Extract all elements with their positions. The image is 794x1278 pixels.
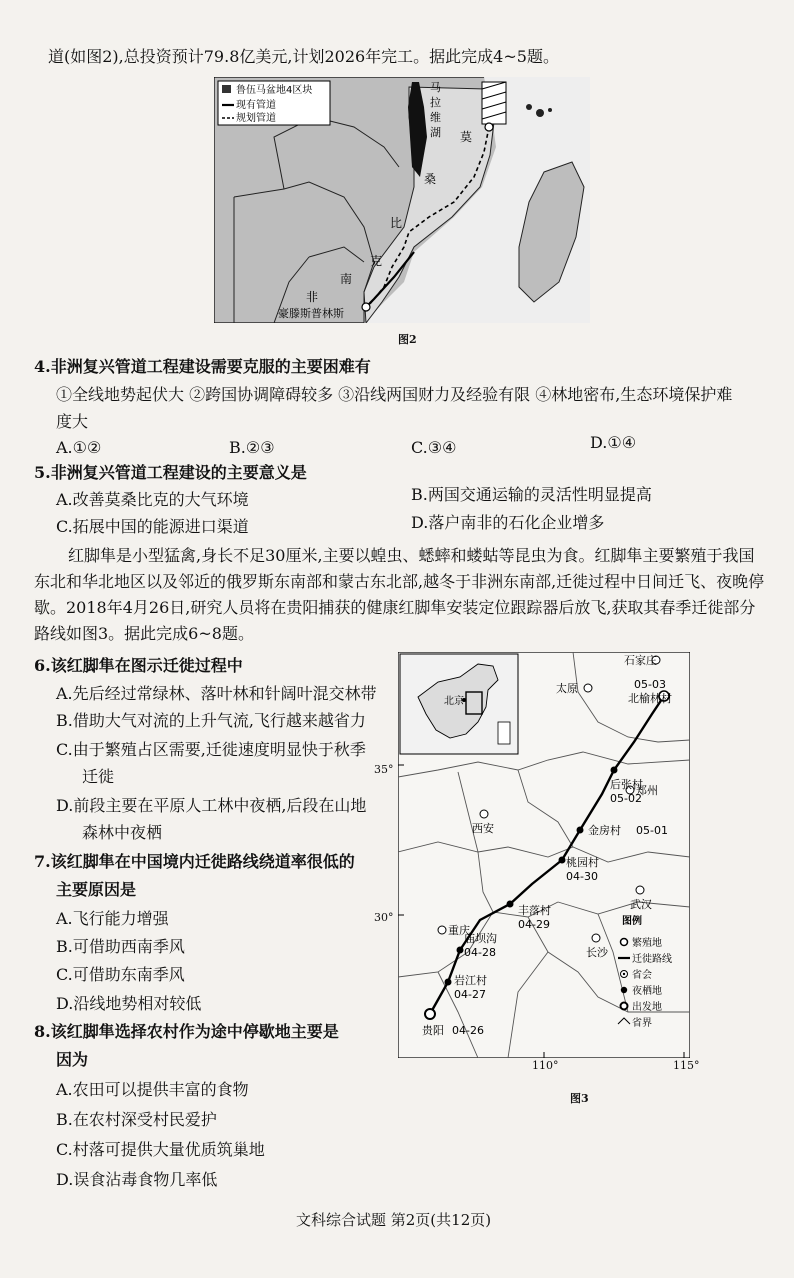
figure-3-caption: 图3 [570,1092,589,1105]
fig3-legend-breeding: 繁殖地 [632,938,662,949]
q6-option-c-cont: 迁徙 [82,767,115,786]
q7-option-d[interactable]: D.沿线地势相对较低 [56,994,202,1013]
fig3-stop-date-6: 05-02 [610,792,642,805]
fig3-stop-name-3: 丰落村 [518,904,551,917]
fig3-legend-title: 图例 [622,916,642,927]
q6-option-d[interactable]: D.前段主要在平原人工林中夜栖,后段在山地 [56,796,367,815]
q7-stem-cont: 主要原因是 [56,880,137,899]
fig2-label-ke: 克 [370,254,383,268]
q4-option-d[interactable]: D.①④ [590,433,637,452]
fig3-stop-name-6: 后张村 [610,778,643,791]
fig3-lon-115: 115° [673,1059,700,1072]
q5-option-c[interactable]: C.拓展中国的能源进口渠道 [56,517,249,536]
figure-2-map [214,77,590,323]
q7-stem: 7.该红脚隼在中国境内迁徙路线绕道率很低的 [34,852,355,871]
q4-line1: ①全线地势起伏大 ②跨国协调障碍较多 ③沿线两国财力及经验有限 ④林地密布,生态环境保护难 [56,385,733,404]
fig3-city-chongqing: 重庆 [448,924,470,937]
fig2-legend-planned: 规划管道 [236,113,276,124]
fig3-stop-date-3: 04-29 [518,918,550,931]
q5-option-a[interactable]: A.改善莫桑比克的大气环境 [56,490,249,509]
fig2-label-sang: 桑 [424,172,437,186]
q7-option-a[interactable]: A.飞行能力增强 [56,909,169,928]
fig3-lat-30: 30° [374,911,394,924]
fig3-stop-name-1: 岩江村 [454,974,487,987]
q6-option-a[interactable]: A.先后经过常绿林、落叶林和针阔叶混交林带 [56,684,377,703]
figure-2-caption: 图2 [398,333,417,346]
passage-line-1: 红脚隼是小型猛禽,身长不足30厘米,主要以蝗虫、蟋蟀和蝼蛄等昆虫为食。红脚隼主要繁殖于我国 [68,546,755,565]
q4-option-a[interactable]: A.①② [56,438,102,457]
fig3-stop-name-2: 庙坝沟 [464,932,497,945]
q5-option-d[interactable]: D.落户南非的石化企业增多 [411,513,605,532]
page-footer: 文科综合试题 第2页(共12页) [296,1211,492,1229]
fig3-stop-name-5: 金房村 [588,824,621,837]
fig3-legend-start: 出发地 [632,1002,662,1013]
fig3-inset-beijing: 北京 [444,696,464,707]
q6-option-d-cont: 森林中夜栖 [82,823,163,842]
fig3-legend-border: 省界 [632,1018,652,1029]
figure-3-map [398,652,690,1058]
q7-option-b[interactable]: B.可借助西南季风 [56,937,185,956]
fig3-stop-date-5: 05-01 [636,824,668,837]
fig2-label-fei: 非 [306,290,319,304]
fig2-label-city: 豪滕斯普林斯 [278,307,344,320]
fig3-legend-capital: 省会 [632,970,652,981]
fig3-lat-35: 35° [374,763,394,776]
q4-line2: 度大 [56,412,89,431]
fig3-legend-route: 迁徙路线 [632,954,672,965]
fig3-city-xian: 西安 [472,822,494,835]
fig2-label-bi: 比 [390,216,403,230]
q8-stem: 8.该红脚隼选择农村作为途中停歇地主要是 [34,1022,339,1041]
fig3-legend-roost: 夜栖地 [632,986,662,997]
fig3-stop-date-4: 04-30 [566,870,598,883]
q8-option-d[interactable]: D.误食沾毒食物几率低 [56,1170,218,1189]
passage-line-3: 歇。2018年4月26日,研究人员将在贵阳捕获的健康红脚隼安装定位跟踪器后放飞,获取其春季迁徙部分 [34,598,756,617]
fig3-stop-date-7: 05-03 [634,678,666,691]
q4-stem: 4.非洲复兴管道工程建设需要克服的主要困难有 [34,357,371,376]
fig2-legend-block: 鲁伍马盆地4区块 [236,85,313,96]
q8-option-b[interactable]: B.在农村深受村民爱护 [56,1110,217,1129]
q6-option-c[interactable]: C.由于繁殖占区需要,迁徙速度明显快于秋季 [56,740,366,759]
fig2-label-mo: 莫 [460,130,473,144]
fig3-stop-date-0: 04-26 [452,1024,484,1037]
q5-option-b[interactable]: B.两国交通运输的灵活性明显提高 [411,485,652,504]
q6-stem: 6.该红脚隼在图示迁徙过程中 [34,656,243,675]
fig2-label-lake2: 拉 [430,96,441,109]
fig3-lon-110: 110° [532,1059,559,1072]
fig3-stop-name-4: 桃园村 [566,856,599,869]
fig3-stop-date-2: 04-28 [464,946,496,959]
fig3-stop-name-0: 贵阳 [422,1024,444,1037]
fig3-stop-name-7: 北榆林村 [628,692,672,705]
q6-option-b[interactable]: B.借助大气对流的上升气流,飞行越来越省力 [56,711,366,730]
fig3-city-changsha: 长沙 [586,946,608,959]
fig3-city-wuhan: 武汉 [630,898,652,911]
fig3-stop-date-1: 04-27 [454,988,486,1001]
fig3-city-taiyuan: 太原 [556,682,578,695]
fig2-label-lake4: 湖 [430,126,441,139]
q4-option-b[interactable]: B.②③ [229,438,275,457]
fig2-label-lake1: 马 [430,81,441,94]
fig3-city-shijiazhuang: 石家庄 [624,654,657,667]
passage-line-4: 路线如图3。据此完成6~8题。 [34,624,254,643]
fig2-label-nan: 南 [340,272,353,286]
passage-line-2: 东北和华北地区以及邻近的俄罗斯东南部和蒙古东北部,越冬于非洲东南部,迁徙过程中日间迁飞、夜晚停 [34,572,765,591]
q5-stem: 5.非洲复兴管道工程建设的主要意义是 [34,463,307,482]
q7-option-c[interactable]: C.可借助东南季风 [56,965,185,984]
fig3-city-zhengzhou: 郑州 [636,784,658,797]
fig2-legend-existing: 现有管道 [236,100,276,111]
fig2-label-lake3: 维 [430,111,441,124]
q8-option-c[interactable]: C.村落可提供大量优质筑巢地 [56,1140,265,1159]
q8-stem-cont: 因为 [56,1050,89,1069]
intro-line: 道(如图2),总投资预计79.8亿美元,计划2026年完工。据此完成4~5题。 [48,47,559,66]
q4-option-c[interactable]: C.③④ [411,438,457,457]
q8-option-a[interactable]: A.农田可以提供丰富的食物 [56,1080,249,1099]
